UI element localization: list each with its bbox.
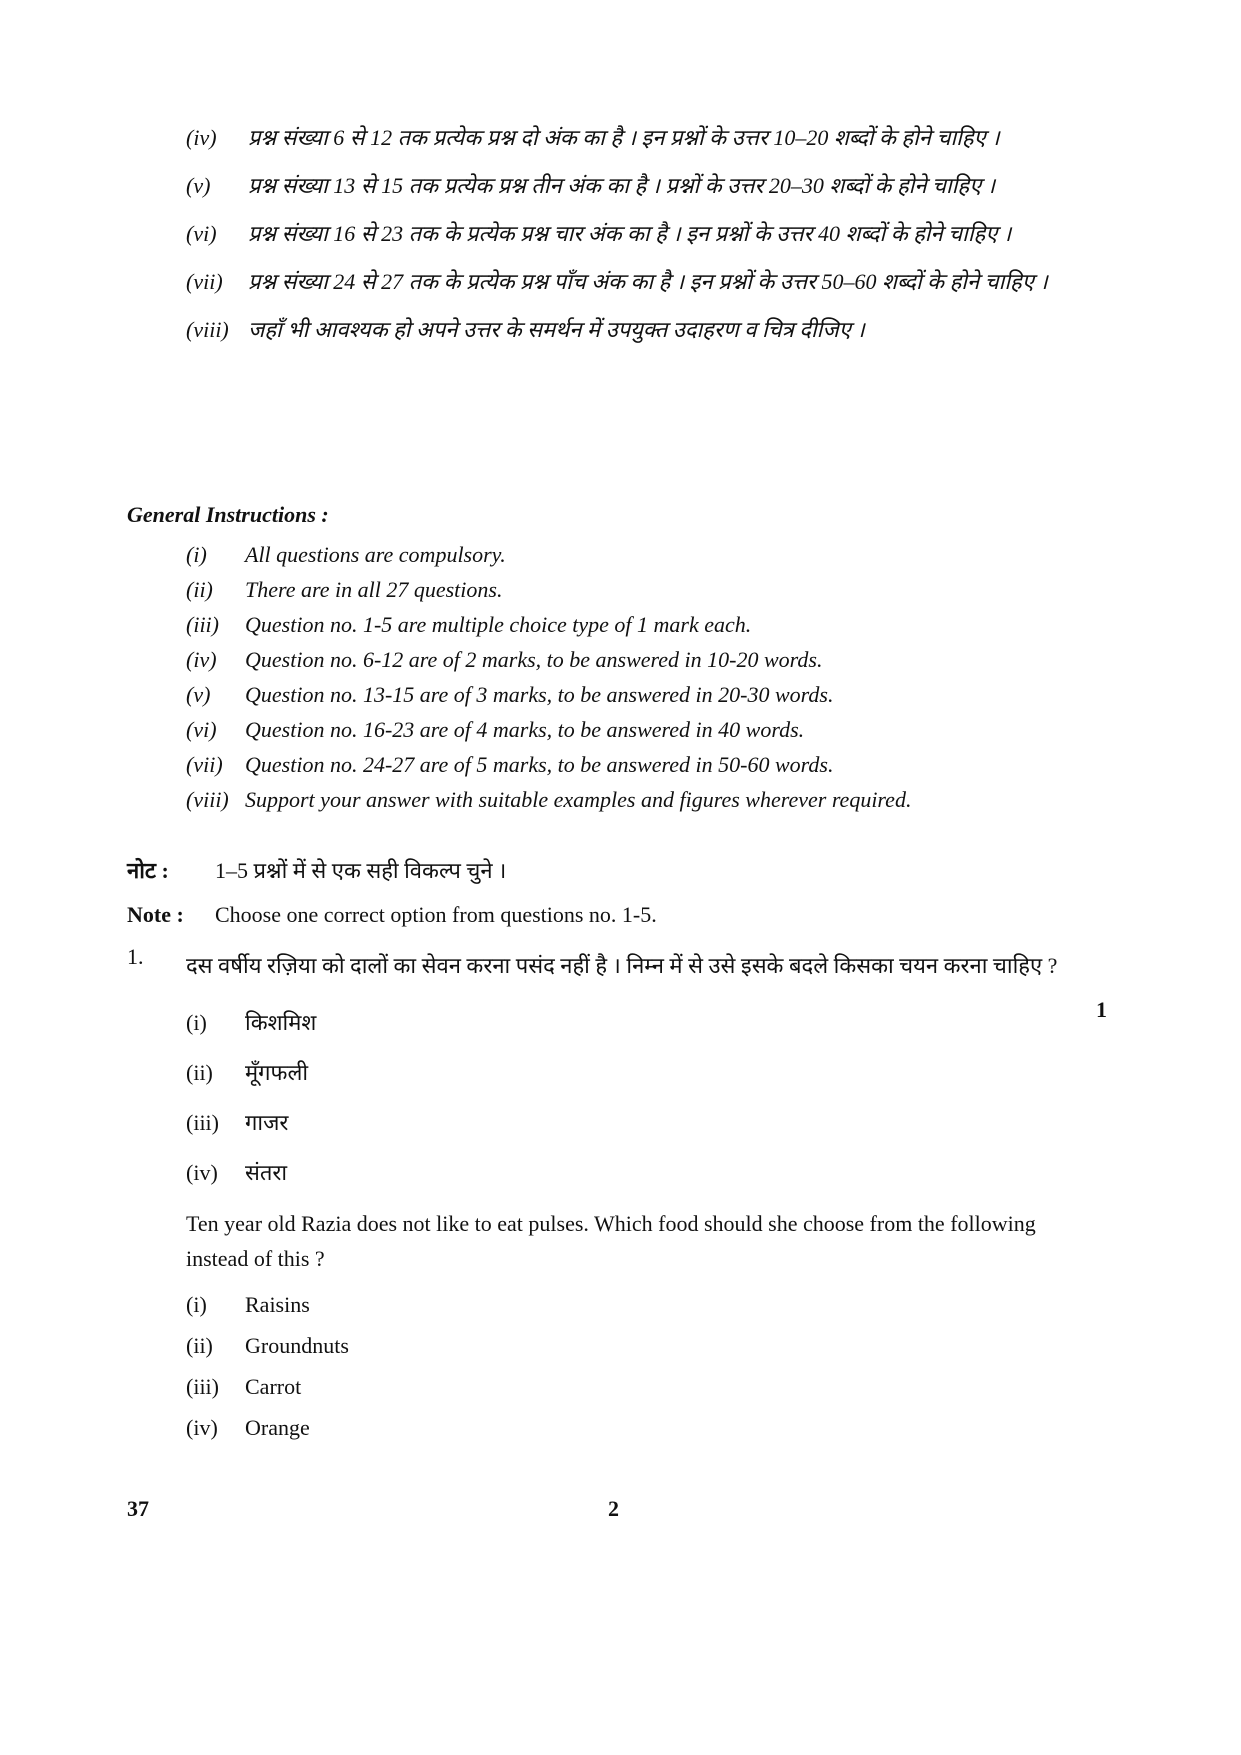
- item-number: (vi): [186, 221, 217, 246]
- instruction-item: [186, 782, 1086, 817]
- item-text: Question no. 6-12 are of 2 marks, to be answered in 10-20 words.: [245, 647, 823, 672]
- hindi-instructions: [186, 120, 1086, 360]
- item-text: Question no. 24-27 are of 5 marks, to be answered in 50-60 words.: [245, 752, 834, 777]
- item-text: जहाँ भी आवश्यक हो अपने उत्तर के समर्थन में उपयुक्त उदाहरण व चित्र दीजिए ।: [248, 317, 865, 342]
- item-text: Support your answer with suitable examples and figures wherever required.: [245, 787, 912, 812]
- option-text: Raisins: [245, 1292, 310, 1317]
- note-text: Choose one correct option from questions no. 1-5.: [215, 902, 657, 927]
- option-number: (i): [186, 1010, 207, 1035]
- item-number: (vi): [186, 717, 217, 742]
- hindi-instruction-item: [186, 312, 1086, 348]
- option-text: Carrot: [245, 1374, 302, 1399]
- item-number: (i): [186, 542, 207, 567]
- question-number: 1.: [127, 944, 144, 969]
- option-text: गाजर: [245, 1110, 289, 1135]
- option-item: [186, 1325, 1107, 1366]
- note-text: 1–5 प्रश्नों में से एक सही विकल्प चुने ।: [215, 858, 507, 883]
- item-text: All questions are compulsory.: [245, 542, 506, 567]
- option-text: Groundnuts: [245, 1333, 349, 1358]
- option-text: Orange: [245, 1415, 310, 1440]
- question-text-english: Ten year old Razia does not like to eat pulses. Which food should she choose from the following instead of this ?: [186, 1211, 1036, 1271]
- note-label: नोट :: [127, 858, 169, 883]
- instruction-item: [186, 712, 1086, 747]
- instruction-item: [186, 677, 1086, 712]
- general-instructions-title: General Instructions :: [127, 502, 329, 527]
- item-text: प्रश्न संख्या 13 से 15 तक प्रत्येक प्रश्न तीन अंक का है । प्रश्नों के उत्तर 20–30 शब्दों के होने चाहिए ।: [248, 173, 996, 198]
- option-number: (ii): [186, 1060, 213, 1085]
- item-text: Question no. 16-23 are of 4 marks, to be answered in 40 words.: [245, 717, 805, 742]
- hindi-instruction-item: [186, 168, 1086, 204]
- option-item: [186, 1148, 1107, 1198]
- option-item: [186, 998, 1107, 1048]
- item-number: (iii): [186, 612, 219, 637]
- option-number: (i): [186, 1292, 207, 1317]
- item-number: (vii): [186, 752, 223, 777]
- option-item: [186, 1048, 1107, 1098]
- option-item: [186, 1366, 1107, 1407]
- item-number: (vii): [186, 269, 223, 294]
- note-english: [127, 902, 657, 928]
- item-text: प्रश्न संख्या 24 से 27 तक के प्रत्येक प्रश्न पाँच अंक का है । इन प्रश्नों के उत्तर 50–60 शब्दों के होने चाहिए ।: [248, 269, 1048, 294]
- item-number: (v): [186, 173, 211, 198]
- option-item: [186, 1098, 1107, 1148]
- hindi-instruction-item: [186, 216, 1086, 252]
- question-text-hindi: दस वर्षीय रज़िया को दालों का सेवन करना पसंद नहीं है । निम्न में से उसे इसके बदले किसका चयन करना चाहिए ?: [186, 953, 1058, 978]
- item-number: (iv): [186, 125, 217, 150]
- option-number: (iii): [186, 1374, 219, 1399]
- item-number: (ii): [186, 577, 213, 602]
- instruction-item: [186, 642, 1086, 677]
- page-number: 2: [608, 1496, 619, 1521]
- option-number: (iv): [186, 1160, 218, 1185]
- question-1: [127, 944, 1107, 1448]
- instruction-item: [186, 747, 1086, 782]
- note-label: Note :: [127, 902, 184, 927]
- item-text: There are in all 27 questions.: [245, 577, 503, 602]
- hindi-options: [186, 998, 1107, 1198]
- option-text: संतरा: [245, 1160, 288, 1185]
- item-text: Question no. 1-5 are multiple choice type of 1 mark each.: [245, 612, 752, 637]
- hindi-instruction-item: [186, 264, 1086, 300]
- hindi-instruction-item: [186, 120, 1086, 156]
- option-number: (ii): [186, 1333, 213, 1358]
- option-number: (iv): [186, 1415, 218, 1440]
- note-hindi: [127, 855, 506, 885]
- option-item: [186, 1407, 1107, 1448]
- instruction-item: [186, 537, 1086, 572]
- item-number: (v): [186, 682, 211, 707]
- question-marks: 1: [1096, 997, 1107, 1022]
- paper-code: 37: [127, 1496, 149, 1521]
- option-item: [186, 1284, 1107, 1325]
- item-text: प्रश्न संख्या 6 से 12 तक प्रत्येक प्रश्न दो अंक का है । इन प्रश्नों के उत्तर 10–20 शब्दों के होने चाहिए ।: [248, 125, 1000, 150]
- item-number: (viii): [186, 787, 229, 812]
- item-text: Question no. 13-15 are of 3 marks, to be answered in 20-30 words.: [245, 682, 834, 707]
- item-number: (iv): [186, 647, 217, 672]
- item-number: (viii): [186, 317, 229, 342]
- general-instructions-list: [186, 537, 1086, 817]
- instruction-item: [186, 572, 1086, 607]
- option-text: मूँगफली: [245, 1060, 309, 1085]
- option-number: (iii): [186, 1110, 219, 1135]
- instruction-item: [186, 607, 1086, 642]
- english-options: [186, 1284, 1107, 1448]
- item-text: प्रश्न संख्या 16 से 23 तक के प्रत्येक प्रश्न चार अंक का है । इन प्रश्नों के उत्तर 40 शब्दों के होने चाहिए ।: [248, 221, 1012, 246]
- option-text: किशमिश: [245, 1010, 317, 1035]
